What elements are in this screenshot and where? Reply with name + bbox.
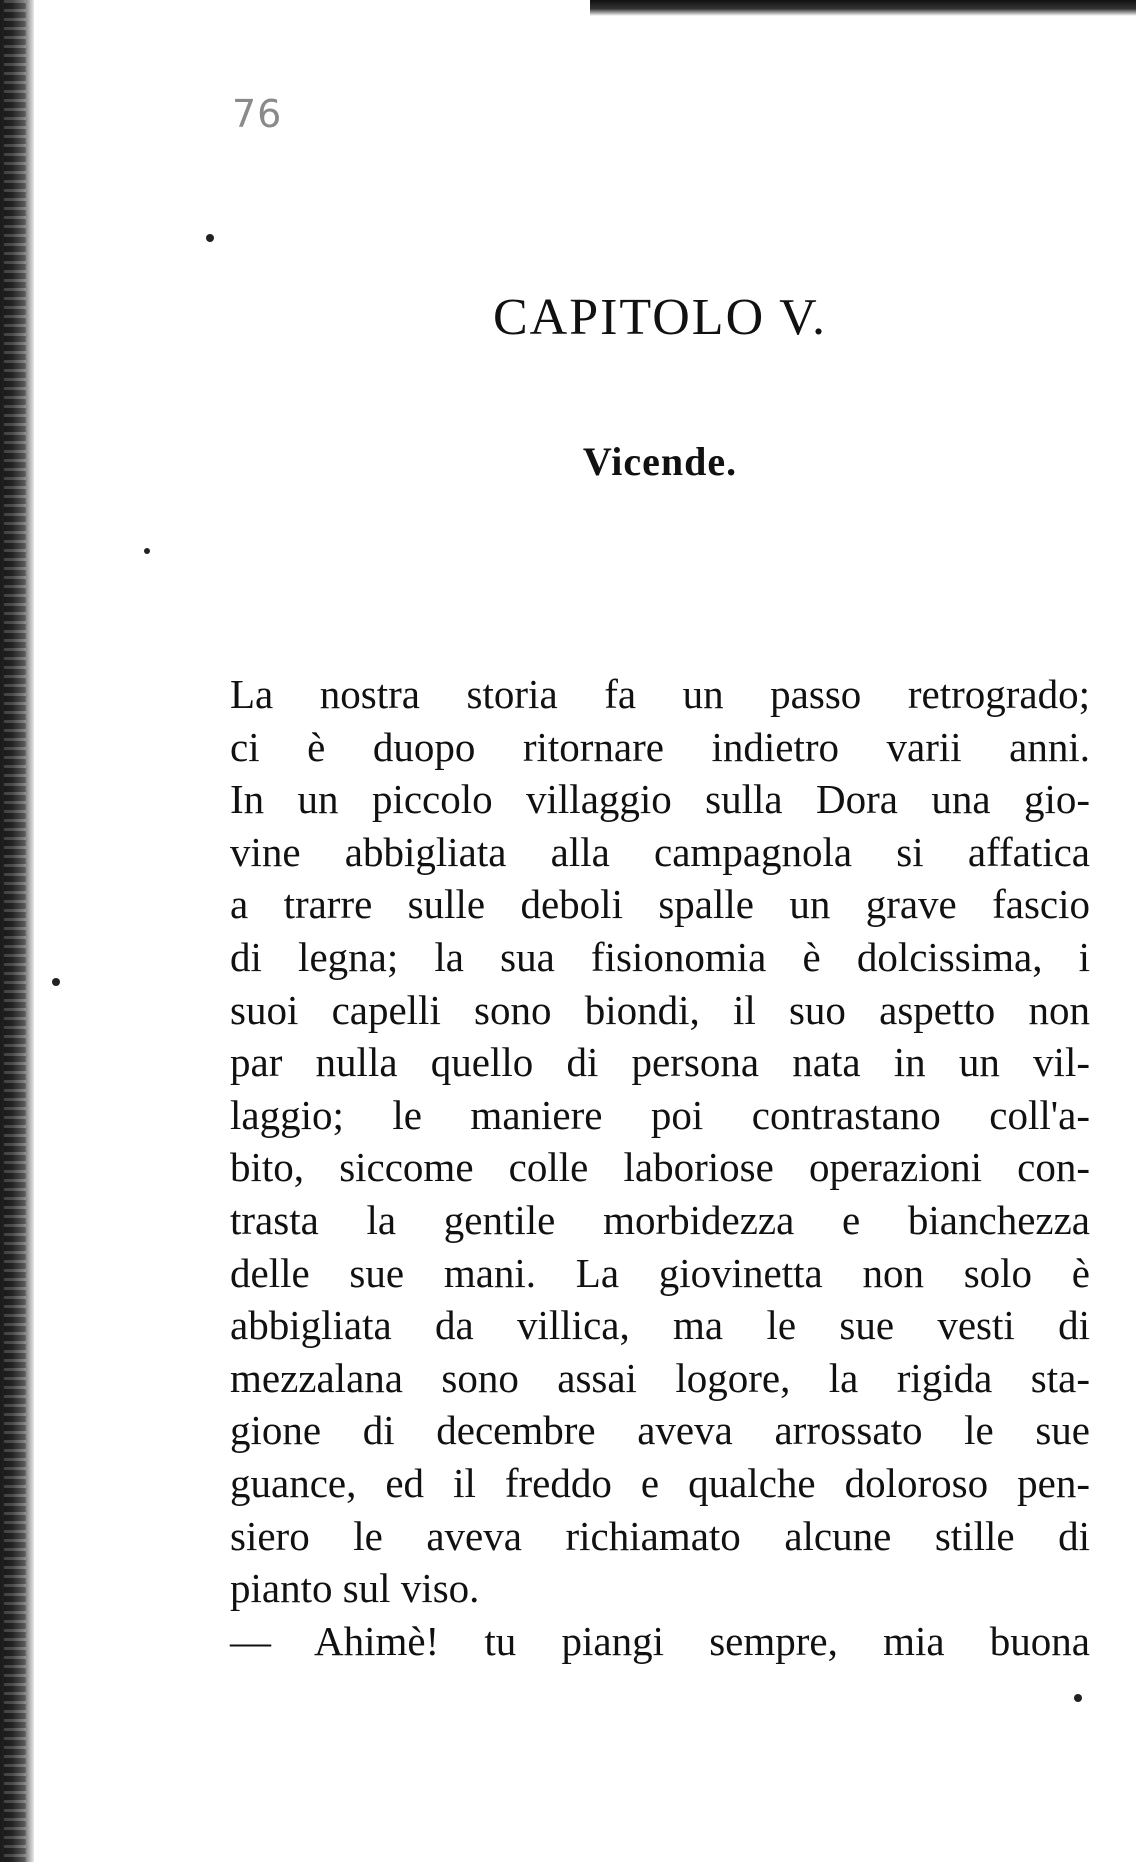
page-binding-texture [4, 0, 26, 1862]
ink-speck [206, 234, 214, 242]
text-line: par nulla quello di persona nata in un vil- [230, 1039, 1090, 1086]
text-line: — Ahimè! tu piangi sempre, mia buona [230, 1617, 1090, 1664]
chapter-subtitle: Vicende. [582, 439, 738, 484]
text-line: abbigliata da villica, ma le sue vesti di [230, 1302, 1090, 1349]
text-line: vine abbigliata alla campagnola si affatica [230, 828, 1090, 875]
text-line: La nostra storia fa un passo retrogrado; [230, 671, 1090, 717]
text-line: guance, ed il freddo e qualche doloroso pen- [230, 1459, 1090, 1506]
ink-speck [144, 548, 150, 554]
text-line: In un piccolo villaggio sulla Dora una gio- [230, 776, 1090, 823]
page-number: 76 [232, 92, 283, 136]
top-edge-shadow [590, 0, 1136, 16]
text-line: pianto sul viso. [230, 1565, 480, 1612]
ink-speck [52, 978, 60, 986]
ink-speck [1074, 1694, 1082, 1702]
text-line: a trarre sulle deboli spalle un grave fascio [230, 881, 1090, 928]
text-line: trasta la gentile morbidezza e bianchezza [230, 1196, 1090, 1243]
text-line: di legna; la sua fisionomia è dolcissima, i [230, 933, 1090, 980]
text-line: ci è duopo ritornare indietro varii anni. [230, 723, 1090, 770]
text-line: delle sue mani. La giovinetta non solo è [230, 1249, 1090, 1296]
text-line: suoi capelli sono biondi, il suo aspetto non [230, 986, 1090, 1033]
text-line: siero le aveva richiamato alcune stille di [230, 1512, 1090, 1559]
text-line: mezzalana sono assai logore, la rigida sta- [230, 1354, 1090, 1401]
chapter-title: CAPITOLO V. [492, 289, 828, 346]
text-line: gione di decembre aveva arrossato le sue [230, 1407, 1090, 1454]
text-line: bito, siccome colle laboriose operazioni con- [230, 1144, 1090, 1191]
body-text [230, 668, 1090, 1667]
text-line: laggio; le maniere poi contrastano coll'a- [230, 1091, 1090, 1138]
